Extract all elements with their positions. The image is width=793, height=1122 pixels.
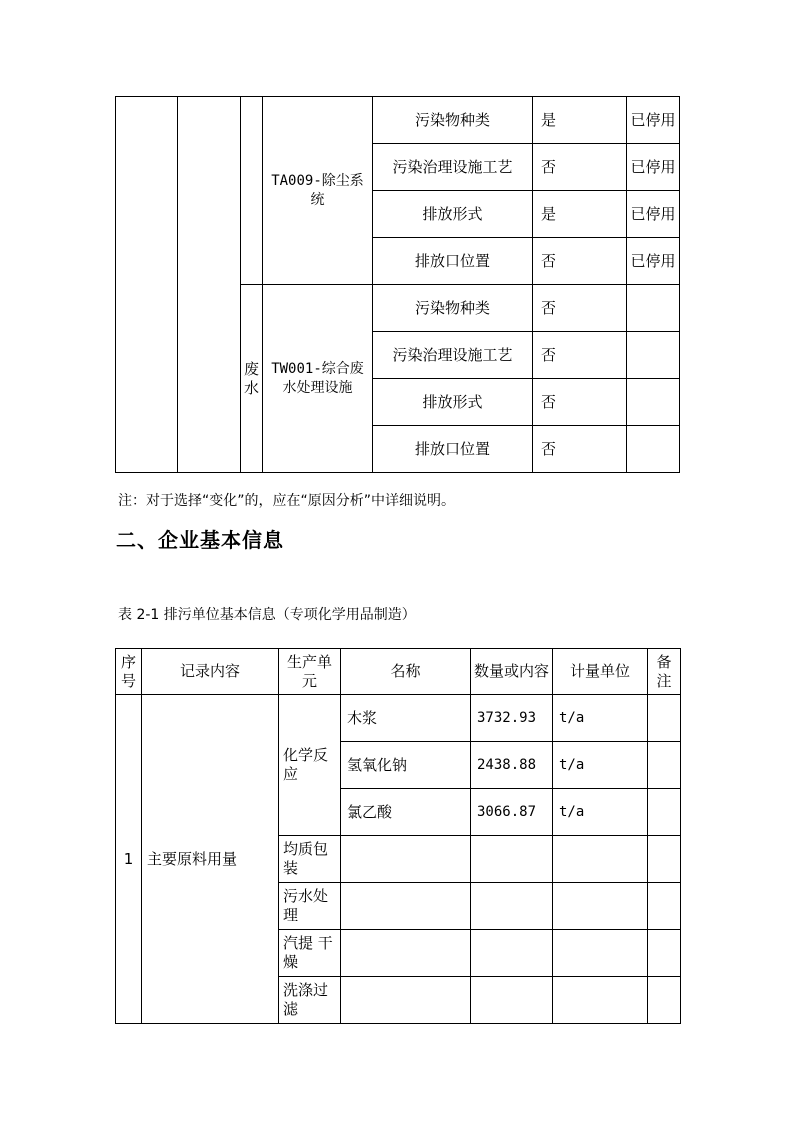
table-note: 注：对于选择“变化”的，应在“原因分析”中详细说明。: [118, 493, 456, 509]
table2-remark: [648, 883, 681, 930]
table2-quantity: 2438.88: [471, 742, 553, 789]
table1-left-empty-cell-1: [116, 97, 178, 473]
table1-left-empty-cell-2: [178, 97, 241, 473]
pollution-change-table: [115, 96, 680, 473]
table2-material-name: [341, 930, 471, 977]
table2-unit-sewage-treatment-cell: 污水处理: [279, 883, 341, 930]
table1-item-label: 排放口位置: [373, 238, 533, 285]
table1-item-label: 污染物种类: [373, 97, 533, 144]
table-row: [116, 97, 680, 144]
table2-remark: [648, 836, 681, 883]
table2-record-content-cell: 主要原料用量: [142, 695, 279, 1024]
table1-unit-tw001-cell: TW001-综合废水处理设施: [263, 285, 373, 473]
table2-measure-unit: t/a: [553, 789, 648, 836]
table1-item-label: 排放形式: [373, 379, 533, 426]
table2-remark: [648, 695, 681, 742]
table1-change-value: 否: [533, 144, 627, 191]
table2-unit-stripping-drying-cell: 汽提 干燥: [279, 930, 341, 977]
basic-info-table: [115, 648, 681, 1024]
table1-item-label: 污染治理设施工艺: [373, 332, 533, 379]
table1-status-value: [627, 332, 680, 379]
header-remark: 备注: [648, 649, 681, 695]
table2-material-name: 氯乙酸: [341, 789, 471, 836]
table2-measure-unit: [553, 883, 648, 930]
table2-measure-unit: [553, 977, 648, 1024]
table1-change-value: 否: [533, 285, 627, 332]
table1-change-value: 是: [533, 191, 627, 238]
table2-quantity: 3066.87: [471, 789, 553, 836]
table2-material-name: [341, 883, 471, 930]
table2-remark: [648, 977, 681, 1024]
table-row: [116, 695, 681, 742]
table2-measure-unit: [553, 930, 648, 977]
table2-quantity: 3732.93: [471, 695, 553, 742]
table2-unit-washing-filtering-cell: 洗涤过滤: [279, 977, 341, 1024]
header-production-unit: 生产单元: [279, 649, 341, 695]
table2-quantity: [471, 836, 553, 883]
table1-item-label: 排放形式: [373, 191, 533, 238]
table2-seq-cell: 1: [116, 695, 142, 1024]
table2-quantity: [471, 930, 553, 977]
table2-remark: [648, 789, 681, 836]
header-record-content: 记录内容: [142, 649, 279, 695]
table1-item-label: 污染物种类: [373, 285, 533, 332]
table2-remark: [648, 742, 681, 789]
table1-item-label: 污染治理设施工艺: [373, 144, 533, 191]
table1-category-gas-cell: [241, 97, 263, 285]
table1-status-value: [627, 426, 680, 473]
section-heading: 二、企业基本信息: [116, 528, 284, 552]
table2-material-name: 氢氧化钠: [341, 742, 471, 789]
header-seq: 序号: [116, 649, 142, 695]
table1-status-value: [627, 379, 680, 426]
table-header-row: [116, 649, 681, 695]
table2-unit-homogenize-pack-cell: 均质包装: [279, 836, 341, 883]
table2-quantity: [471, 977, 553, 1024]
table2-unit-chemical-reaction-cell: 化学反应: [279, 695, 341, 836]
header-quantity: 数量或内容: [471, 649, 553, 695]
table1-change-value: 否: [533, 426, 627, 473]
table2-caption: 表 2-1 排污单位基本信息（专项化学用品制造）: [118, 607, 416, 623]
header-name: 名称: [341, 649, 471, 695]
table2-material-name: [341, 836, 471, 883]
table2-material-name: 木浆: [341, 695, 471, 742]
table2-measure-unit: t/a: [553, 742, 648, 789]
table1-change-value: 否: [533, 238, 627, 285]
header-measure-unit: 计量单位: [553, 649, 648, 695]
table1-unit-ta009-cell: TA009-除尘系统: [263, 97, 373, 285]
table2-measure-unit: t/a: [553, 695, 648, 742]
table1-status-value: 已停用: [627, 191, 680, 238]
table2-measure-unit: [553, 836, 648, 883]
table2-quantity: [471, 883, 553, 930]
table2-remark: [648, 930, 681, 977]
table1-change-value: 否: [533, 332, 627, 379]
table1-status-value: 已停用: [627, 144, 680, 191]
table1-category-wastewater-cell: 废水: [241, 285, 263, 473]
table1-status-value: [627, 285, 680, 332]
table1-change-value: 否: [533, 379, 627, 426]
table1-status-value: 已停用: [627, 238, 680, 285]
table1-item-label: 排放口位置: [373, 426, 533, 473]
table1-change-value: 是: [533, 97, 627, 144]
table1-status-value: 已停用: [627, 97, 680, 144]
table2-material-name: [341, 977, 471, 1024]
